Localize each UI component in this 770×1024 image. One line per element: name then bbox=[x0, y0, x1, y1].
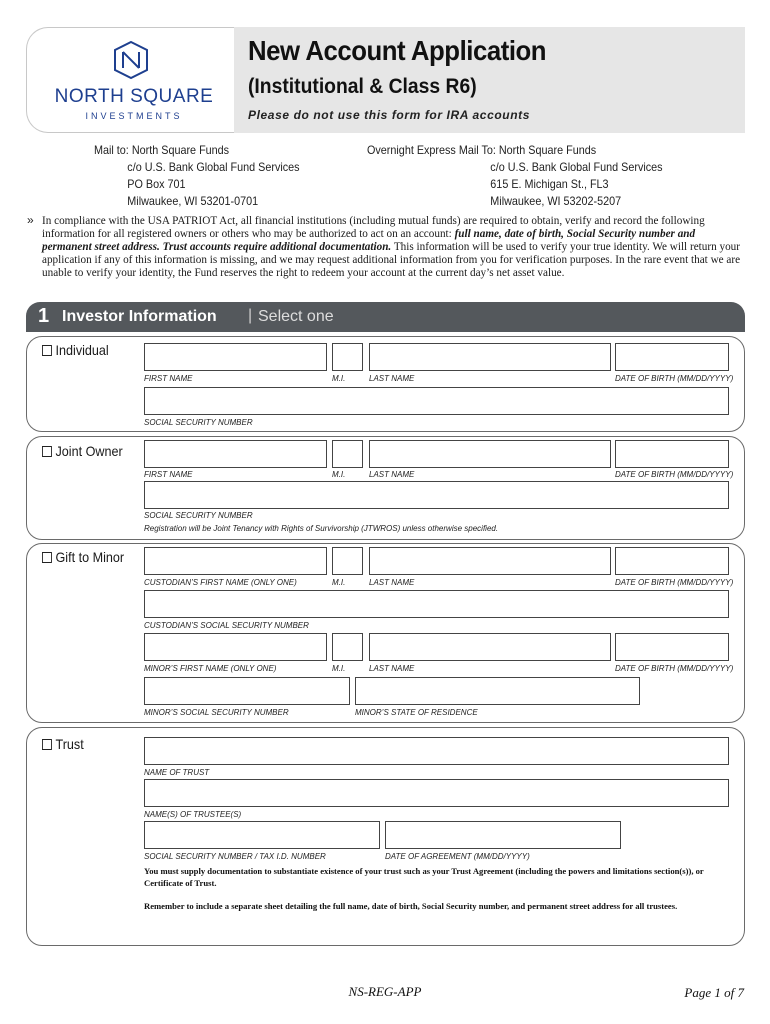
minor-mi-field[interactable] bbox=[332, 633, 363, 661]
individual-option[interactable] bbox=[42, 342, 109, 358]
mi-field[interactable] bbox=[332, 440, 363, 468]
section-header bbox=[26, 302, 745, 332]
custodian-first-name-label: CUSTODIAN’S FIRST NAME (ONLY ONE) bbox=[144, 578, 297, 587]
mail-to-label: Mail to: bbox=[94, 143, 129, 157]
minor-ssn-field[interactable] bbox=[144, 677, 350, 705]
section-number: 1 bbox=[38, 305, 50, 327]
trustee-sheet-note: Remember to include a separate sheet detailing the full name, date of birth, Social Security number, and permanent street address for all trustees. bbox=[144, 901, 678, 911]
brand-subtitle: INVESTMENTS bbox=[85, 111, 183, 121]
notice-text: In compliance with the USA PATRIOT Act, all financial institutions (including mutual funds) are required to obtain, verify and record the following information for all registered owners or others who may be authorized to act on an account: bbox=[42, 215, 705, 241]
joint-owner-label: Joint Owner bbox=[55, 443, 123, 459]
ns-monogram-icon bbox=[111, 40, 151, 80]
ssn-field[interactable] bbox=[144, 481, 729, 509]
minor-mi-label: M.I. bbox=[332, 664, 346, 673]
trustees-label: NAME(S) OF TRUSTEE(S) bbox=[144, 810, 242, 819]
overnight-mail-block bbox=[367, 142, 663, 210]
overnight-mail-line: 615 E. Michigan St., FL3 bbox=[490, 177, 609, 191]
ssn-label: SOCIAL SECURITY NUMBER bbox=[144, 511, 253, 520]
dob-label: DATE OF BIRTH (MM/DD/YYYY) bbox=[615, 578, 734, 587]
jtwros-note: Registration will be Joint Tenancy with Rights of Survivorship (JTWROS) unless otherwise specified. bbox=[144, 524, 499, 533]
gift-to-minor-option[interactable] bbox=[42, 549, 124, 565]
first-name-field[interactable] bbox=[144, 343, 327, 371]
brand-name: NORTH SQUARE bbox=[54, 86, 214, 107]
custodian-ssn-field[interactable] bbox=[144, 590, 729, 618]
section-subtitle: Select one bbox=[258, 308, 334, 325]
section-title: Investor Information bbox=[62, 308, 217, 325]
first-name-field[interactable] bbox=[144, 440, 327, 468]
patriot-act-notice bbox=[42, 215, 746, 280]
first-name-label: FIRST NAME bbox=[144, 374, 193, 383]
dob-label: DATE OF BIRTH (MM/DD/YYYY) bbox=[615, 470, 734, 479]
minor-ssn-label: MINOR’S SOCIAL SECURITY NUMBER bbox=[144, 708, 289, 717]
dob-field[interactable] bbox=[615, 343, 729, 371]
notice-text: This information will be used to verify your true identity. We will return your application if any of this information is missing, and we may request additional information from you for verification purposes. In the rare event that we are unable to verify your identity, the Fund reserves the right to redeem your account at the current day’s net asset value. bbox=[42, 241, 741, 280]
mi-field[interactable] bbox=[332, 547, 363, 575]
last-name-field[interactable] bbox=[369, 547, 611, 575]
mi-field[interactable] bbox=[332, 343, 363, 371]
overnight-mail-line: Milwaukee, WI 53202-5207 bbox=[490, 194, 622, 208]
trust-checkbox[interactable] bbox=[42, 739, 52, 750]
form-subtitle: (Institutional & Class R6) bbox=[248, 75, 477, 98]
ssn-label: SOCIAL SECURITY NUMBER bbox=[144, 418, 253, 427]
individual-label: Individual bbox=[55, 342, 109, 358]
page-number: Page 1 of 7 bbox=[684, 985, 744, 1000]
first-name-label: FIRST NAME bbox=[144, 470, 193, 479]
custodian-ssn-label: CUSTODIAN’S SOCIAL SECURITY NUMBER bbox=[144, 621, 309, 630]
gift-to-minor-label: Gift to Minor bbox=[55, 549, 125, 565]
mi-label: M.I. bbox=[332, 578, 346, 587]
minor-state-field[interactable] bbox=[355, 677, 640, 705]
ssn-field[interactable] bbox=[144, 387, 729, 415]
notice-emphasis: full name, date of birth, Social Security number and permanent street address. Trust accounts require additional documentation. bbox=[42, 228, 696, 254]
minor-last-name-label: LAST NAME bbox=[369, 664, 415, 673]
form-code: NS-REG-APP bbox=[348, 984, 422, 999]
minor-state-label: MINOR’S STATE OF RESIDENCE bbox=[355, 708, 478, 717]
trust-option[interactable] bbox=[42, 736, 84, 752]
mail-to-line: North Square Funds bbox=[131, 143, 230, 157]
dob-field[interactable] bbox=[615, 440, 729, 468]
trustees-field[interactable] bbox=[144, 779, 729, 807]
section-separator: | bbox=[248, 307, 253, 324]
mail-to-line: c/o U.S. Bank Global Fund Services bbox=[127, 160, 300, 174]
joint-owner-panel bbox=[26, 436, 745, 540]
gift-to-minor-checkbox[interactable] bbox=[42, 552, 52, 563]
title-banner bbox=[234, 27, 745, 133]
trust-documentation-note: You must supply documentation to substantiate existence of your trust such as your Trust Agreement (including the powers and limitations section(s)), or Certificate of Trust. bbox=[144, 866, 704, 888]
individual-panel bbox=[26, 336, 745, 432]
mail-to-block bbox=[94, 142, 300, 210]
last-name-label: LAST NAME bbox=[369, 470, 415, 479]
overnight-mail-line: c/o U.S. Bank Global Fund Services bbox=[490, 160, 663, 174]
trust-name-field[interactable] bbox=[144, 737, 729, 765]
overnight-mail-line: North Square Funds bbox=[498, 143, 597, 157]
mi-label: M.I. bbox=[332, 470, 346, 479]
mail-to-line: Milwaukee, WI 53201-0701 bbox=[127, 194, 259, 208]
form-title: New Account Application bbox=[248, 35, 547, 66]
minor-dob-field[interactable] bbox=[615, 633, 729, 661]
individual-checkbox[interactable] bbox=[42, 345, 52, 356]
tax-id-field[interactable] bbox=[144, 821, 380, 849]
last-name-field[interactable] bbox=[369, 440, 611, 468]
trust-panel bbox=[26, 727, 745, 946]
trust-label: Trust bbox=[55, 736, 84, 752]
last-name-field[interactable] bbox=[369, 343, 611, 371]
trust-name-label: NAME OF TRUST bbox=[144, 768, 210, 777]
minor-dob-label: DATE OF BIRTH (MM/DD/YYYY) bbox=[615, 664, 734, 673]
brand-logo bbox=[26, 27, 240, 133]
last-name-label: LAST NAME bbox=[369, 374, 415, 383]
tax-id-label: SOCIAL SECURITY NUMBER / TAX I.D. NUMBER bbox=[144, 852, 326, 861]
gift-to-minor-panel bbox=[26, 543, 745, 723]
minor-first-name-label: MINOR’S FIRST NAME (ONLY ONE) bbox=[144, 664, 277, 673]
mi-label: M.I. bbox=[332, 374, 346, 383]
custodian-first-name-field[interactable] bbox=[144, 547, 327, 575]
mail-to-line: PO Box 701 bbox=[127, 177, 186, 191]
form-note: Please do not use this form for IRA accounts bbox=[248, 108, 530, 122]
agreement-date-label: DATE OF AGREEMENT (MM/DD/YYYY) bbox=[385, 852, 530, 861]
dob-field[interactable] bbox=[615, 547, 729, 575]
joint-owner-checkbox[interactable] bbox=[42, 446, 52, 457]
last-name-label: LAST NAME bbox=[369, 578, 415, 587]
agreement-date-field[interactable] bbox=[385, 821, 621, 849]
notice-marker: » bbox=[27, 213, 34, 227]
minor-first-name-field[interactable] bbox=[144, 633, 327, 661]
dob-label: DATE OF BIRTH (MM/DD/YYYY) bbox=[615, 374, 734, 383]
joint-owner-option[interactable] bbox=[42, 443, 123, 459]
overnight-mail-label: Overnight Express Mail To: bbox=[367, 143, 496, 157]
minor-last-name-field[interactable] bbox=[369, 633, 611, 661]
